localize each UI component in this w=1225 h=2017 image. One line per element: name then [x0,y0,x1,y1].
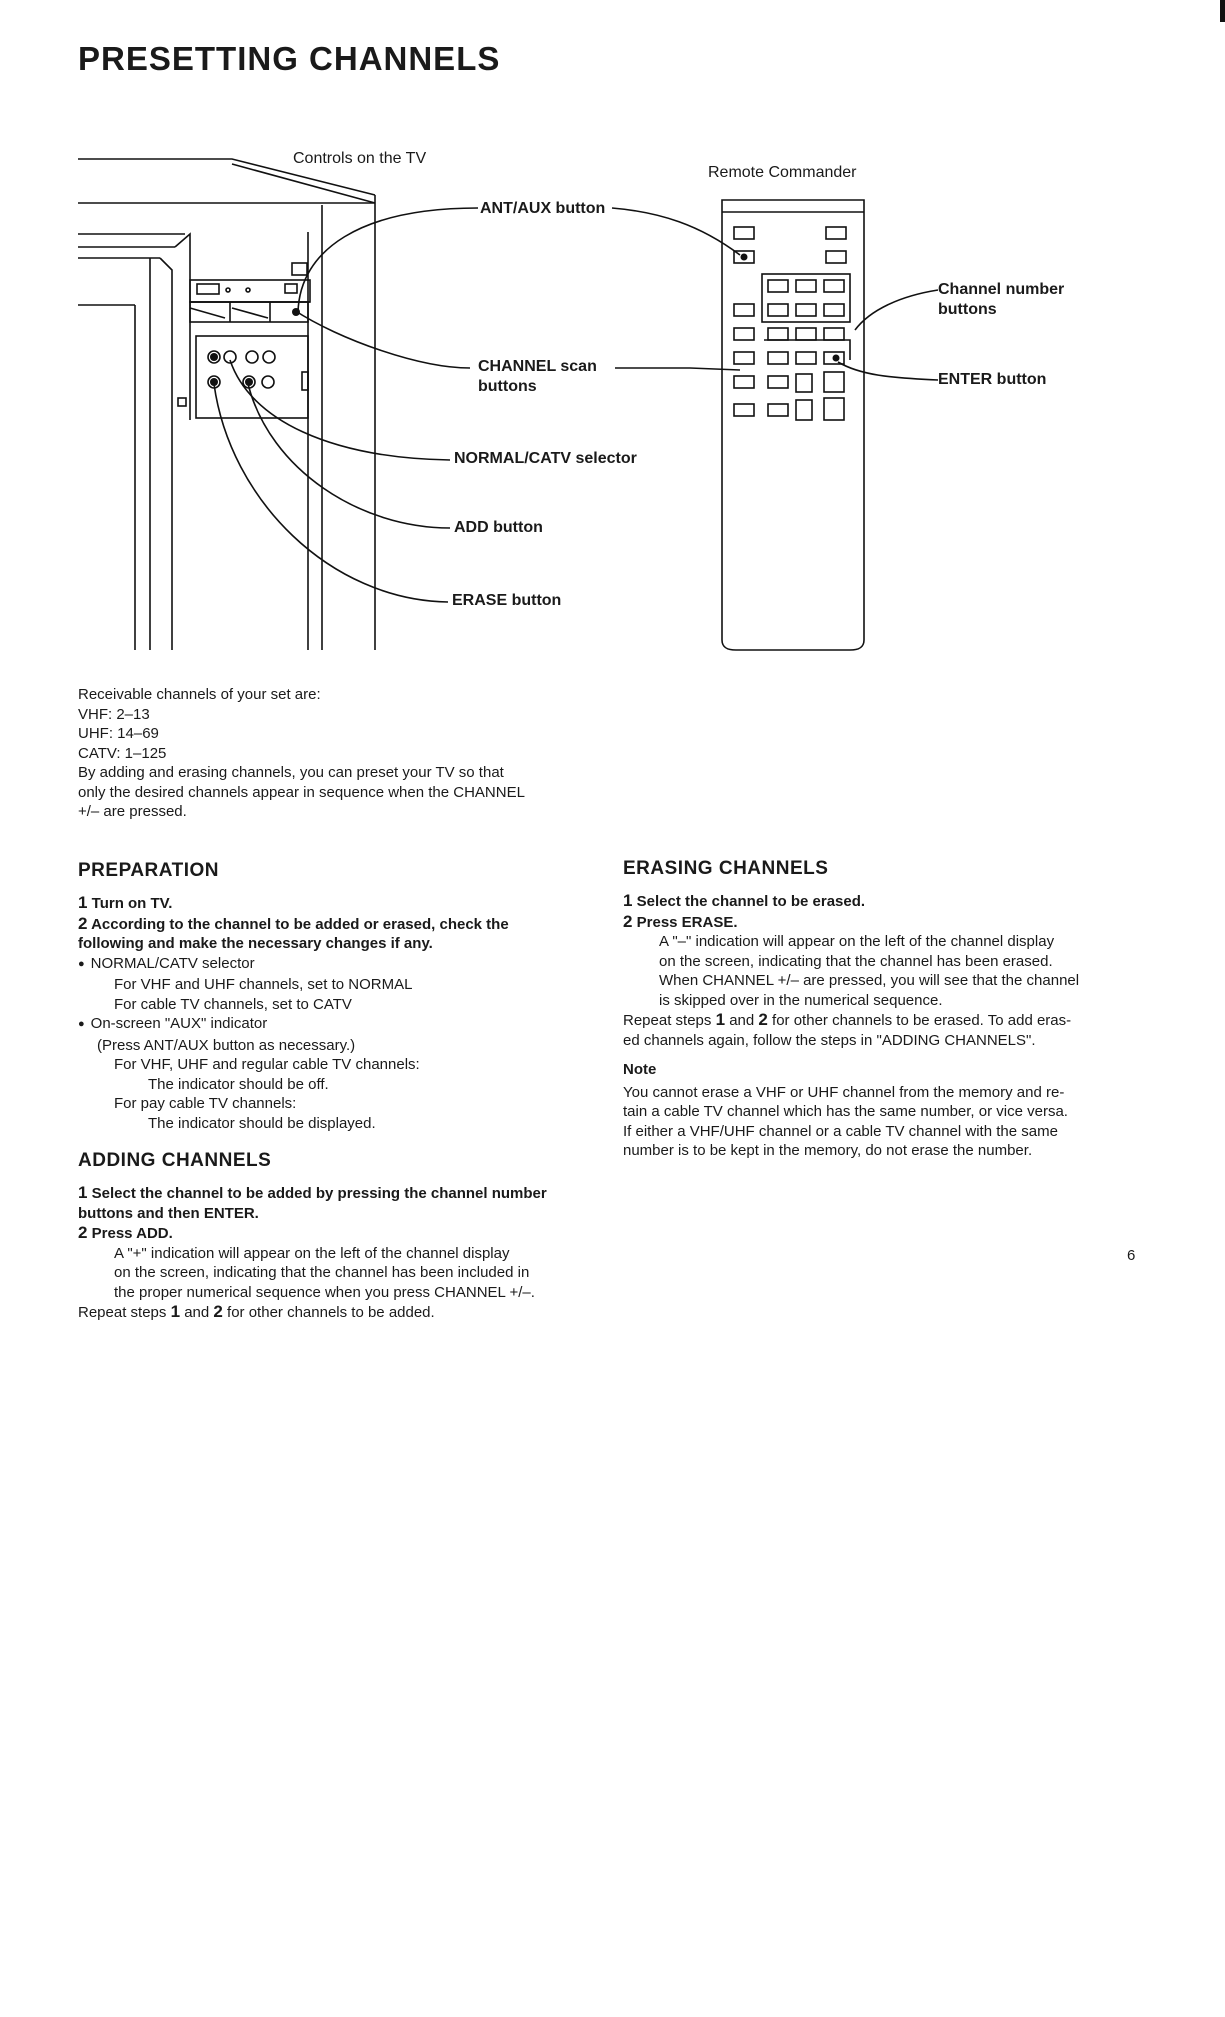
step-text: Select the channel to be erased. [636,893,866,910]
step-detail: A "+" indication will appear on the left of the channel display [114,1244,510,1262]
bullet-detail: For cable TV channels, set to CATV [114,995,352,1013]
step-text: following and make the necessary changes if any. [78,935,433,952]
step-text: Select the channel to be added by pressing the channel number [91,1185,547,1202]
step-text: According to the channel to be added or erased, check the [91,915,509,933]
page-title: PRESETTING CHANNELS [78,40,501,77]
note-heading: Note [623,1061,657,1078]
repeat-steps-line-2: ed channels again, follow the steps in "ADDING CHANNELS". [623,1031,1036,1049]
note-line: You cannot erase a VHF or UHF channel from the memory and re- [623,1083,1065,1101]
step-number: 2 [78,913,88,933]
enter-button-label: ENTER button [938,371,1047,388]
step-detail: on the screen, indicating that the channel has been included in [114,1264,530,1281]
preparation-heading: PREPARATION [78,860,219,881]
intro-line: only the desired channels appear in sequence when the CHANNEL [78,783,525,801]
note-line: tain a cable TV channel which has the same number, or vice versa. [623,1103,1068,1120]
intro-line: CATV: 1–125 [78,744,167,762]
step-detail: is skipped over in the numerical sequence. [659,991,943,1009]
step-text: Press ADD. [91,1225,173,1242]
intro-line: VHF: 2–13 [78,705,150,723]
note-line: number is to be kept in the memory, do not erase the number. [623,1142,1033,1159]
intro-line: Receivable channels of your set are: [78,686,321,703]
page-number: 6 [1127,1247,1136,1264]
intro-line: UHF: 14–69 [78,725,159,742]
step-number: 2 [623,911,633,931]
repeat-steps-line: Repeat steps 1 and 2 for other channels to be erased. To add eras- [623,1010,1072,1029]
intro-line: +/– are pressed. [78,803,187,820]
tv-illustration [78,159,375,650]
step-text: Turn on TV. [91,895,173,912]
controls-on-tv-label: Controls on the TV [293,150,427,167]
ant-aux-button-label: ANT/AUX button [480,200,606,217]
adding-channels-heading: ADDING CHANNELS [78,1150,272,1171]
intro-line: By adding and erasing channels, you can preset your TV so that [78,764,504,781]
tv-controls-diagram [0,0,1225,700]
bullet-detail: For VHF and UHF channels, set to NORMAL [114,976,413,993]
intro-paragraph [78,685,525,822]
step-detail: A "–" indication will appear on the left of the channel display [659,933,1055,950]
step-detail: on the screen, indicating that the channel has been erased. [659,952,1053,970]
bullet-detail: The indicator should be displayed. [148,1114,376,1132]
bullet-detail: (Press ANT/AUX button as necessary.) [97,1036,356,1054]
bullet-detail: For pay cable TV channels: [114,1095,297,1112]
preparation-section [78,893,590,1133]
channel-number-buttons-label-2: buttons [938,301,997,318]
step-text: Press ERASE. [636,913,738,931]
remote-commander-label: Remote Commander [708,164,857,181]
erase-button-label: ERASE button [452,592,562,609]
remote-commander-illustration [722,200,864,650]
note-line: If either a VHF/UHF channel or a cable TV channel with the same [623,1122,1058,1140]
step-detail: When CHANNEL +/– are pressed, you will see that the channel [659,972,1080,989]
erasing-channels-heading: ERASING CHANNELS [623,858,829,879]
repeat-steps-line: Repeat steps 1 and 2 for other channels to be added. [78,1302,435,1321]
add-button-label: ADD button [454,519,543,536]
note-section [623,1060,1143,1161]
bullet-detail: The indicator should be off. [148,1075,329,1093]
bullet-normal-catv: ● NORMAL/CATV selector [78,954,590,976]
normal-catv-selector-label: NORMAL/CATV selector [454,450,637,467]
step-number: 2 [78,1223,88,1242]
step-number: 1 [78,893,88,912]
adding-channels-section [78,1183,590,1323]
bullet-detail: For VHF, UHF and regular cable TV channels: [114,1056,420,1073]
step-text: buttons and then ENTER. [78,1204,259,1222]
channel-number-buttons-label-1: Channel number [938,281,1065,298]
bullet-aux-indicator: ● On-screen "AUX" indicator [78,1014,590,1036]
erasing-channels-section [623,891,1143,1050]
step-detail: the proper numerical sequence when you press CHANNEL +/–. [114,1283,535,1301]
channel-scan-label-1: CHANNEL scan [478,358,597,375]
step-number: 1 [78,1183,88,1202]
channel-scan-label-2: buttons [478,378,537,395]
step-number: 1 [623,891,633,910]
